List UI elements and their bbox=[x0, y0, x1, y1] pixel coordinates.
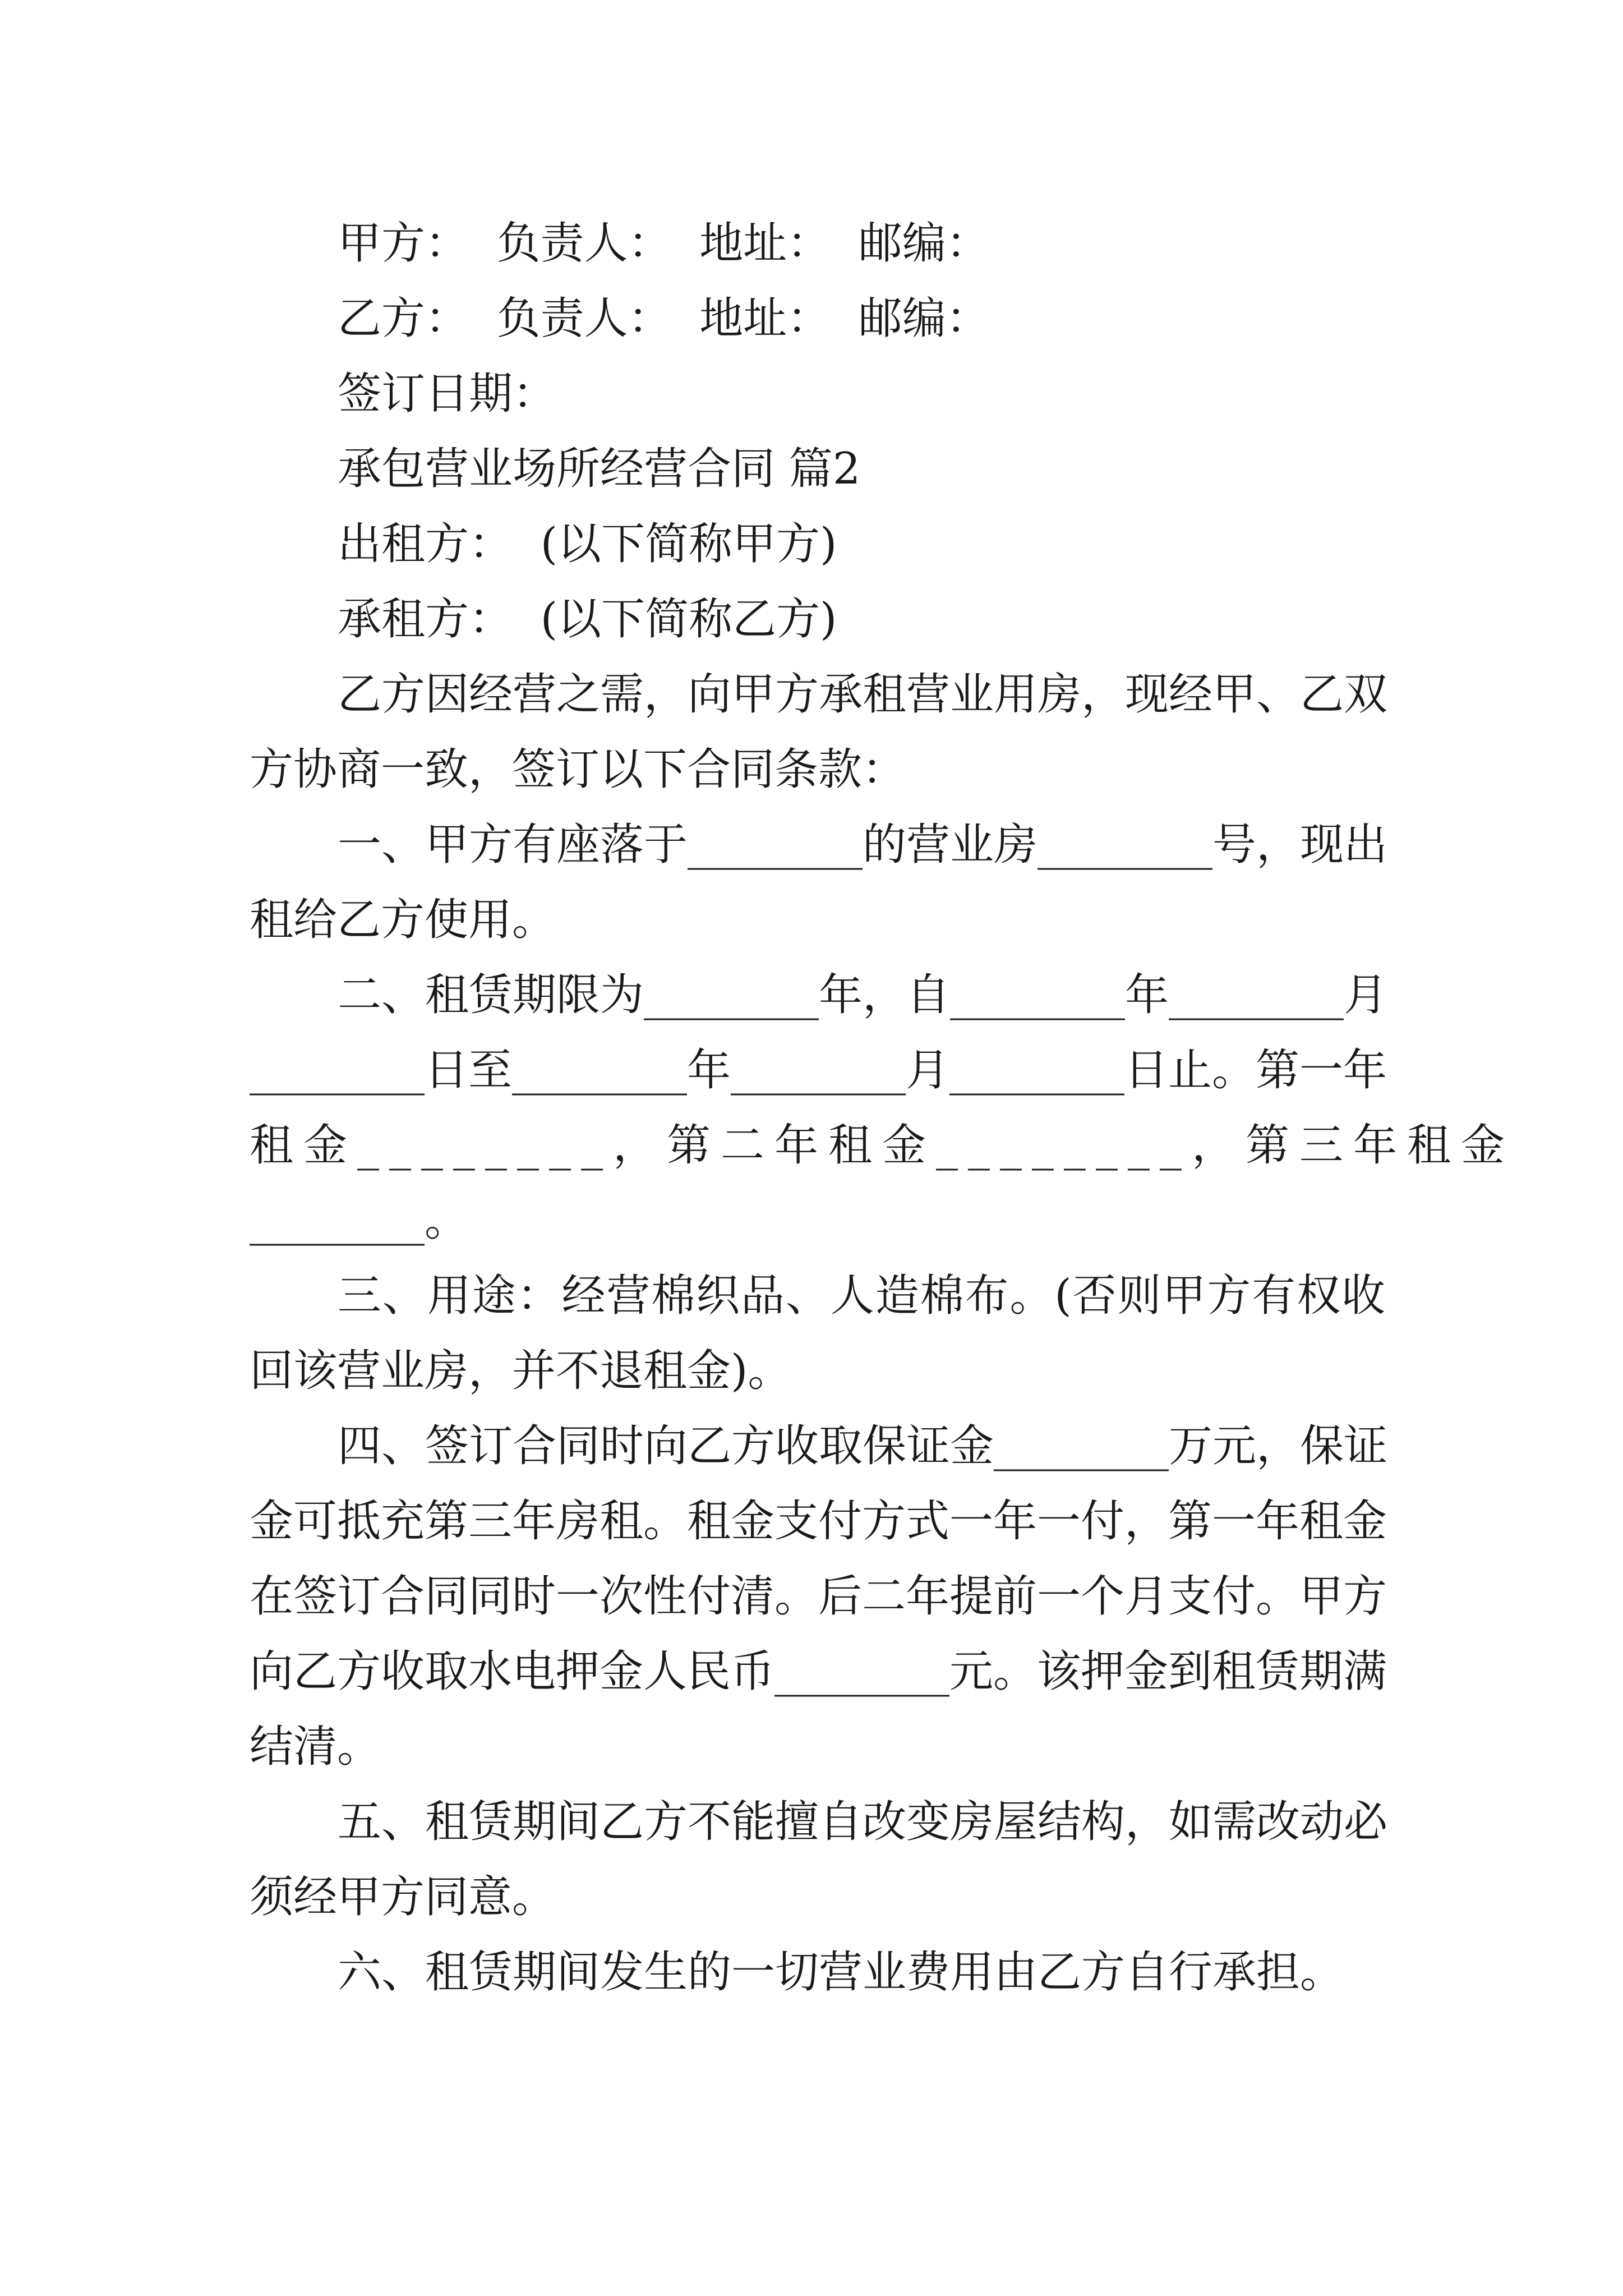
clause-4-line-2: 金可抵充第三年房租。租金支付方式一年一付，第一年租金 bbox=[250, 1496, 1387, 1547]
intro-paragraph-line-2: 方协商一致，签订以下合同条款： bbox=[250, 744, 906, 795]
clause-5-line-2: 须经甲方同意。 bbox=[250, 1872, 556, 1922]
clause-4-line-5: 结清。 bbox=[250, 1722, 381, 1772]
clause-2-line-4: ________。 bbox=[250, 1195, 469, 1246]
clause-3-line-2: 回该营业房，并不退租金)。 bbox=[250, 1346, 792, 1396]
clause-4-line-1: 四、签订合同时向乙方收取保证金________万元，保证 bbox=[338, 1421, 1388, 1471]
intro-paragraph-line-1: 乙方因经营之需，向甲方承租营业用房，现经甲、乙双 bbox=[338, 669, 1388, 720]
clause-4-line-4: 向乙方收取水电押金人民币________元。该押金到租赁期满 bbox=[250, 1646, 1387, 1697]
clause-1-line-2: 租给乙方使用。 bbox=[250, 895, 556, 945]
clause-2-line-3: 租金________，第二年租金________，第三年租金 bbox=[250, 1120, 1515, 1171]
clause-3-line-1: 三、用途：经营棉织品、人造棉布。(否则甲方有权收 bbox=[338, 1271, 1385, 1321]
clause-4-line-3: 在签订合同同时一次性付清。后二年提前一个月支付。甲方 bbox=[250, 1571, 1387, 1622]
party-b-info-line: 乙方： 负责人： 地址： 邮编： bbox=[338, 293, 990, 344]
lessor-line: 出租方： (以下简称甲方) bbox=[338, 519, 837, 569]
clause-5-line-1: 五、租赁期间乙方不能擅自改变房屋结构，如需改动必 bbox=[338, 1797, 1388, 1847]
clause-2-line-1: 二、租赁期限为________年，自________年________月 bbox=[338, 970, 1388, 1020]
clause-1-line-1: 一、甲方有座落于________的营业房________号，现出 bbox=[338, 820, 1388, 870]
clause-2-line-2: ________日至________年________月________日止。第一年 bbox=[250, 1045, 1387, 1096]
party-a-info-line: 甲方： 负责人： 地址： 邮编： bbox=[338, 218, 990, 269]
sign-date-line: 签订日期： bbox=[338, 369, 557, 419]
clause-6-line-1: 六、租赁期间发生的一切营业费用由乙方自行承担。 bbox=[338, 1947, 1344, 1998]
lessee-line: 承租方： (以下简称乙方) bbox=[338, 594, 837, 645]
section-heading: 承包营业场所经营合同 篇2 bbox=[338, 444, 861, 494]
